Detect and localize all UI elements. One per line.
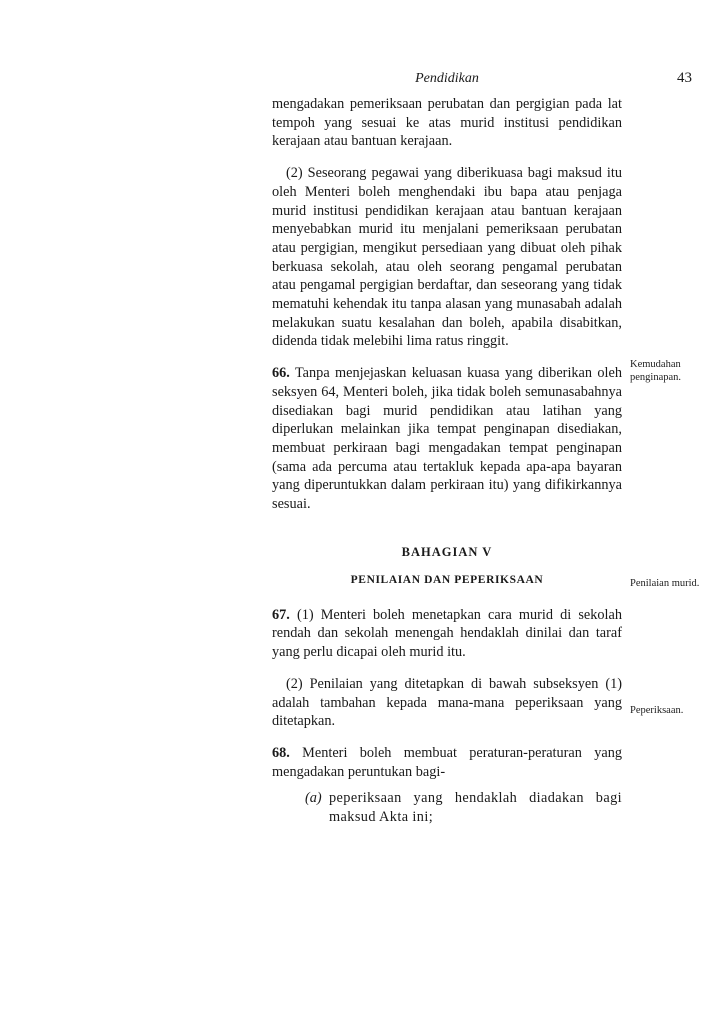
- section-67-subsection-2: (2) Penilaian yang ditetapkan di bawah subseksyen (1) adalah tambahan kepada mana-mana peperiksaan yang ditetapkan.: [272, 675, 622, 730]
- section-67: [272, 606, 622, 662]
- section-text: Menteri boleh membuat peraturan-peraturan yang mengadakan peruntukan bagi-: [272, 744, 622, 780]
- section-number: 68.: [272, 744, 290, 761]
- margin-note-kemudahan-penginapan: Kemudahan penginapan.: [630, 359, 682, 383]
- part-title: BAHAGIAN V: [401, 544, 493, 559]
- section-66: [272, 364, 622, 514]
- list-item-label: (a): [305, 790, 322, 807]
- section-68: [272, 744, 622, 781]
- page-number: 43: [677, 70, 692, 86]
- paragraph-continuation: mengadakan pemeriksaan perubatan dan pergigian pada lat tempoh yang sesuai ke atas murid institusi pendidikan kerajaan atau bantuan kerajaan.: [272, 96, 622, 150]
- section-text: Tanpa menjejaskan keluasan kuasa yang diberikan oleh seksyen 64, Menteri boleh, jika tidak boleh semunasabahnya disediakan bagi murid pendidikan atau latihan yang diperlukan melainkan jika tempat penginapan disediakan, membuat perkiraan bagi mengadakan tempat penginapan (sama ada percuma atau tertakluk kepada apa-apa bayaran yang diperuntukkan dalam perkiraan itu) yang difikirkannya sesuai.: [272, 365, 622, 513]
- running-title: Pendidikan: [415, 71, 479, 86]
- section-text: (1) Menteri boleh menetapkan cara murid di sekolah rendah dan sekolah menengah hendaklah dinilai dan taraf yang perlu dicapai oleh murid itu.: [272, 606, 622, 661]
- part-heading: PENILAIAN DAN PEPERIKSAAN: [350, 573, 544, 586]
- subsection-2: (2) Seseorang pegawai yang diberikuasa bagi maksud itu oleh Menteri boleh menghendaki ibu bapa atau penjaga murid institusi pendidikan kerajaan atau bantuan kerajaan menyebabkan murid itu menjalani pemeriksaan perubatan atau pergigian, mengikut persediaan yang dibuat oleh pihak berkuasa sekolah, atau oleh seorang pengamal perubatan atau pengamal pergigian berdaftar, dan seseorang yang tidak mematuhi kehendak itu tanpa alasan yang munasabah adalah melakukan suatu kesalahan dan boleh, apabila disabitkan, didenda tidak melebihi lima ratus ringgit.: [272, 165, 622, 350]
- margin-note-peperiksaan: Peperiksaan.: [630, 705, 684, 716]
- section-number: 66.: [272, 365, 290, 382]
- margin-note-penilaian-murid: Penilaian murid.: [630, 578, 700, 589]
- main-text-column: [272, 95, 622, 827]
- section-number: 67.: [272, 606, 290, 623]
- list-item-text: peperiksaan yang hendaklah diadakan bagi maksud Akta ini;: [329, 790, 622, 826]
- list-item-a: [272, 789, 622, 826]
